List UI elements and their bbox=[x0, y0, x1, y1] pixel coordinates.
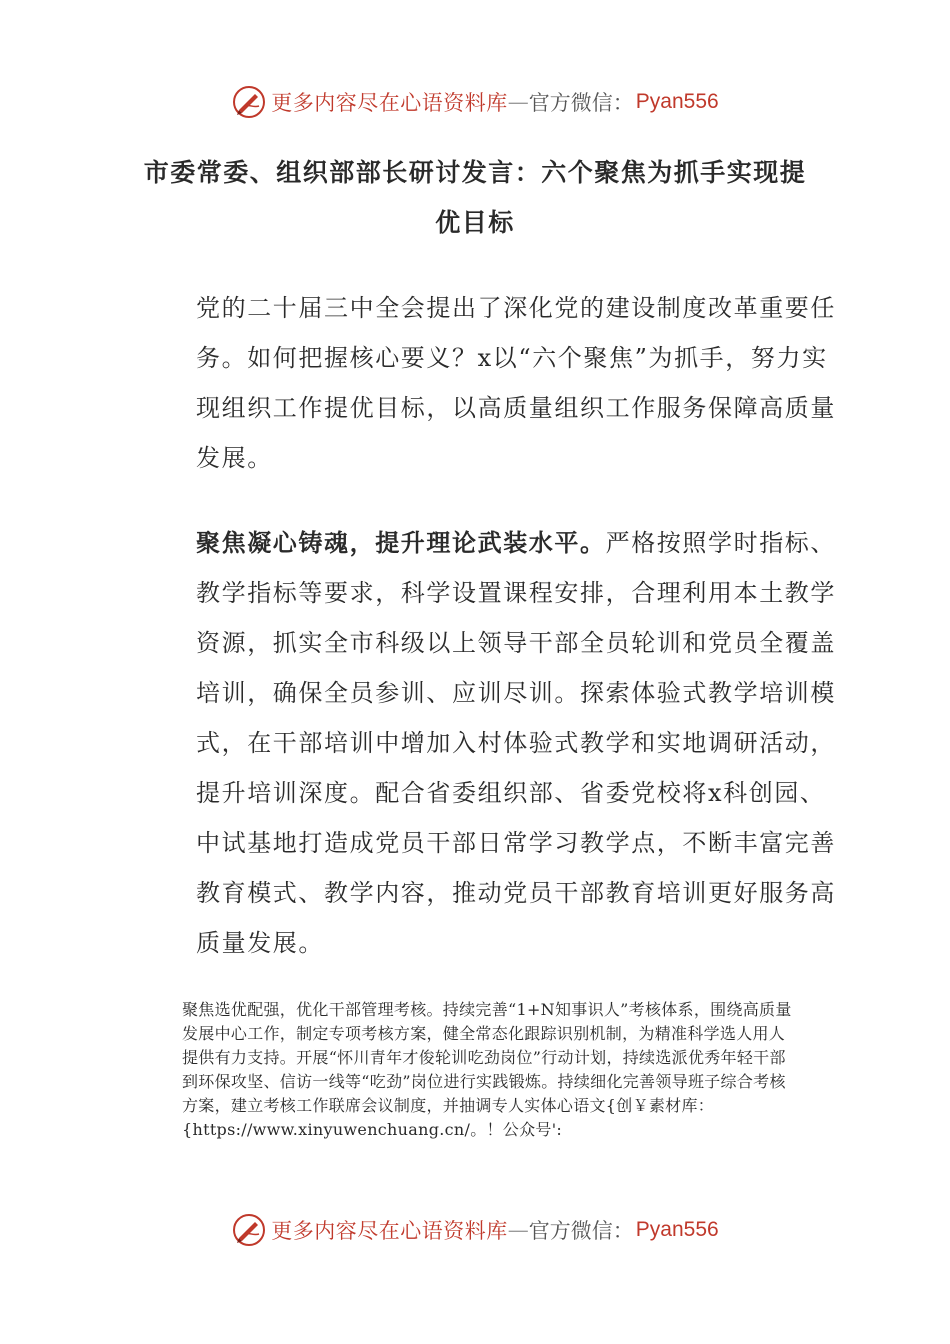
paragraph-bold-end: 。 bbox=[580, 529, 606, 557]
paragraph-theory bbox=[148, 518, 846, 968]
banner-brand-text: 更多内容尽在心语资料库 bbox=[271, 1219, 508, 1243]
banner-dash: — bbox=[507, 90, 529, 114]
banner-wechat-label: 官方微信： bbox=[528, 1219, 634, 1243]
title-line-2: 优目标 bbox=[435, 208, 515, 237]
header-banner bbox=[0, 80, 950, 124]
paragraph-intro: 党的二十届三中全会提出了深化党的建设制度改革重要任务。如何把握核心要义？x以“六个聚焦”为抓手，努力实现组织工作提优目标，以高质量组织工作服务保障高质量发展。 bbox=[196, 294, 836, 472]
banner-wechat-label: 官方微信： bbox=[528, 91, 634, 115]
footer-banner bbox=[0, 1208, 950, 1252]
banner-dash: — bbox=[507, 1218, 529, 1242]
pen-logo-icon bbox=[231, 1212, 267, 1248]
banner-wechat-handle: Pyan556 bbox=[635, 90, 719, 113]
title-line-1: 市委常委、组织部部长研讨发言：六个聚焦为抓手实现提 bbox=[143, 158, 807, 187]
banner-brand-text: 更多内容尽在心语资料库 bbox=[271, 91, 508, 115]
document-title bbox=[140, 148, 810, 248]
paragraph-bold-lead: 聚焦凝心铸魂，提升理论武装水平 bbox=[196, 529, 580, 557]
paragraph-cadre-management bbox=[148, 998, 800, 1142]
paragraph-theory-text: 严格按照学时指标、教学指标等要求，科学设置课程安排，合理利用本土教学资源，抓实全市科级以上领导干部全员轮训和党员全覆盖培训，确保全员参训、应训尽训。探索体验式教学培训模式，在干部培训中增加入村体验式教学和实地调研活动，提升培训深度。配合省委组织部、省委党校将x科创园、中试基地打造成党员干部日常学习教学点，不断丰富完善教育模式、教学内容，推动党员干部教育培训更好服务高质量发展。 bbox=[196, 529, 837, 957]
paragraph-cadre-text: 聚焦选优配强，优化干部管理考核。持续完善“1+N知事识人”考核体系，围绕高质量发展中心工作，制定专项考核方案，健全常态化跟踪识别机制，为精准科学选人用人提供有力支持。开展“怀川青年才俊轮训吃劲岗位”行动计划，持续选派优秀年轻干部到环保攻坚、信访一线等“吃劲”岗位进行实践锻炼。持续细化完善领导班子综合考核方案，建立考核工作联席会议制度，并抽调专人实体心语文{创￥素材库：{https://www.xinyuwenchuang.cn/。！公众号': bbox=[182, 1000, 792, 1139]
pen-logo-icon bbox=[231, 84, 267, 120]
banner-wechat-handle: Pyan556 bbox=[635, 1218, 719, 1241]
